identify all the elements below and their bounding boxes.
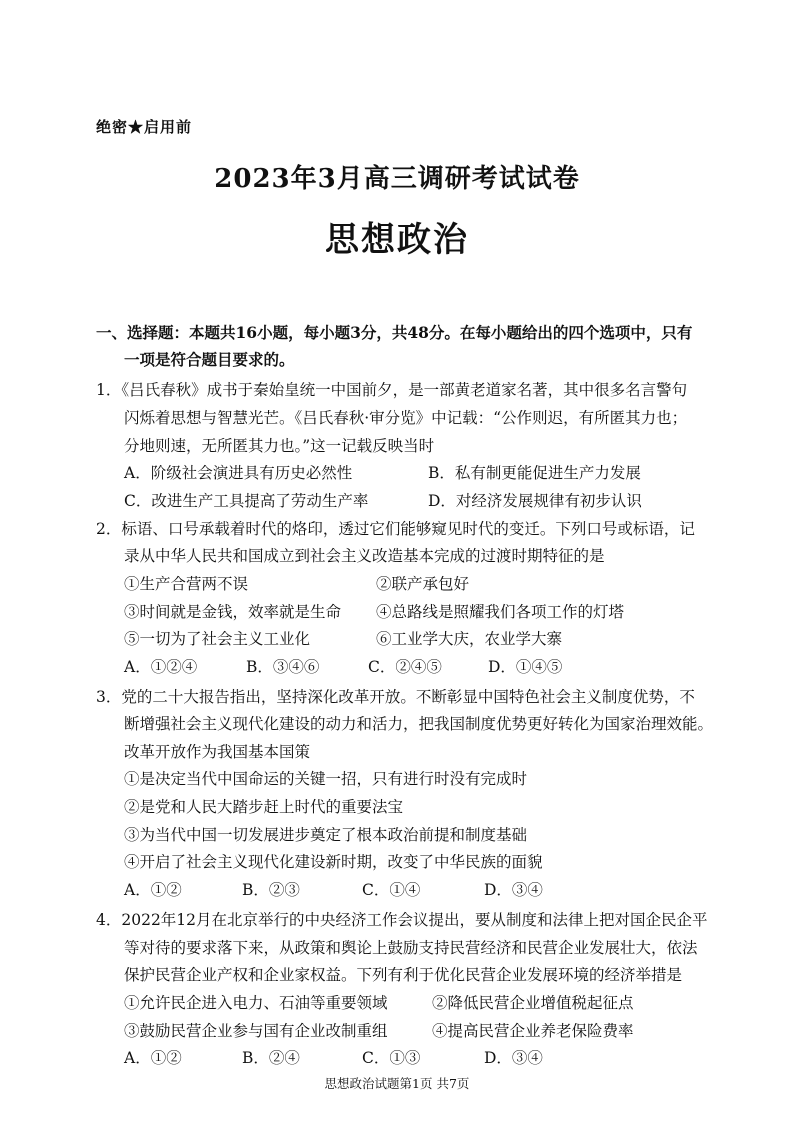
q4-item-4: ④提高民营企业养老保险费率 (432, 1022, 634, 1040)
q4-option-c: C．①③ (362, 1049, 421, 1067)
q2-item-6: ⑥工业学大庆，农业学大寨 (376, 630, 563, 648)
q4-item-3: ③鼓励民营企业参与国有企业改制重组 (124, 1022, 388, 1040)
q4-item-1: ①允许民企进入电力、石油等重要领域 (124, 994, 388, 1012)
q3-option-c: C．①④ (362, 881, 421, 899)
q2-item-3: ③时间就是金钱，效率就是生命 (124, 603, 342, 621)
q2-option-d: D．①④⑤ (488, 658, 563, 676)
q3-stem-line2: 断增强社会主义现代化建设的动力和活力，把我国制度优势更好转化为国家治理效能。 (124, 715, 714, 733)
q4-option-b: B．②④ (242, 1049, 300, 1067)
q2-option-c: C．②④⑤ (368, 658, 442, 676)
section-heading-line2: 一项是符合题目要求的。 (124, 350, 295, 369)
q1-option-c: C．改进生产工具提高了劳动生产率 (124, 492, 369, 510)
q4-option-d: D．③④ (484, 1049, 543, 1067)
exam-title: 2023年3月高三调研考试试卷 (214, 164, 580, 194)
q2-item-1: ①生产合营两不误 (124, 575, 249, 593)
subject-title: 思想政治 (325, 220, 469, 260)
q3-option-d: D．③④ (484, 881, 543, 899)
secret-mark: 绝密★启用前 (96, 118, 193, 136)
q4-stem-line2: 等对待的要求落下来，从政策和舆论上鼓励支持民营经济和民营企业发展壮大，依法 (124, 939, 698, 957)
q2-stem-line2: 录从中华人民共和国成立到社会主义改造基本完成的过渡时期特征的是 (124, 547, 605, 565)
q1-stem-line3: 分地则速，无所匿其力也。”这一记载反映当时 (124, 437, 435, 455)
q3-item-1: ①是决定当代中国命运的关键一招，只有进行时没有完成时 (124, 770, 528, 788)
q2-option-a: A．①②④ (124, 658, 198, 676)
q1-option-a: A．阶级社会演进具有历史必然性 (124, 464, 353, 482)
q4-stem-line1: 4．2022年12月在北京举行的中央经济工作会议提出，要从制度和法律上把对国企民企平 (96, 911, 708, 929)
q3-stem-line3: 改革开放作为我国基本国策 (124, 743, 311, 761)
q4-option-a: A．①② (124, 1049, 182, 1067)
section-heading-line1: 一、选择题：本题共16小题，每小题3分，共48分。在每小题给出的四个选项中，只有 (96, 323, 693, 342)
q2-item-2: ②联产承包好 (376, 575, 470, 593)
q1-option-d: D．对经济发展规律有初步认识 (428, 492, 642, 510)
q1-stem-line2: 闪烁着思想与智慧光芒。《吕氏春秋·审分览》中记载：“公作则迟，有所匿其力也； (124, 409, 688, 427)
q4-item-2: ②降低民营企业增值税起征点 (432, 994, 634, 1012)
q1-stem-line1: 1．《吕氏春秋》成书于秦始皇统一中国前夕，是一部黄老道家名著，其中很多名言警句 (96, 381, 688, 399)
q2-item-4: ④总路线是照耀我们各项工作的灯塔 (376, 603, 625, 621)
page-footer: 思想政治试题第1页 共7页 (324, 1076, 470, 1091)
q3-option-a: A．①② (124, 881, 182, 899)
q2-stem-line1: 2．标语、口号承载着时代的烙印，透过它们能够窥见时代的变迁。下列口号或标语，记 (96, 520, 695, 538)
q2-item-5: ⑤一切为了社会主义工业化 (124, 630, 311, 648)
q3-option-b: B．②③ (242, 881, 300, 899)
q3-item-3: ③为当代中国一切发展进步奠定了根本政治前提和制度基础 (124, 826, 528, 844)
q3-item-4: ④开启了社会主义现代化建设新时期，改变了中华民族的面貌 (124, 853, 543, 871)
q3-item-2: ②是党和人民大踏步赶上时代的重要法宝 (124, 798, 404, 816)
q2-option-b: B．③④⑥ (246, 658, 320, 676)
q4-stem-line3: 保护民营企业产权和企业家权益。下列有利于优化民营企业发展环境的经济举措是 (124, 966, 683, 984)
q1-option-b: B．私有制更能促进生产力发展 (428, 464, 641, 482)
q3-stem-line1: 3．党的二十大报告指出，坚持深化改革开放。不断彰显中国特色社会主义制度优势，不 (96, 688, 695, 706)
